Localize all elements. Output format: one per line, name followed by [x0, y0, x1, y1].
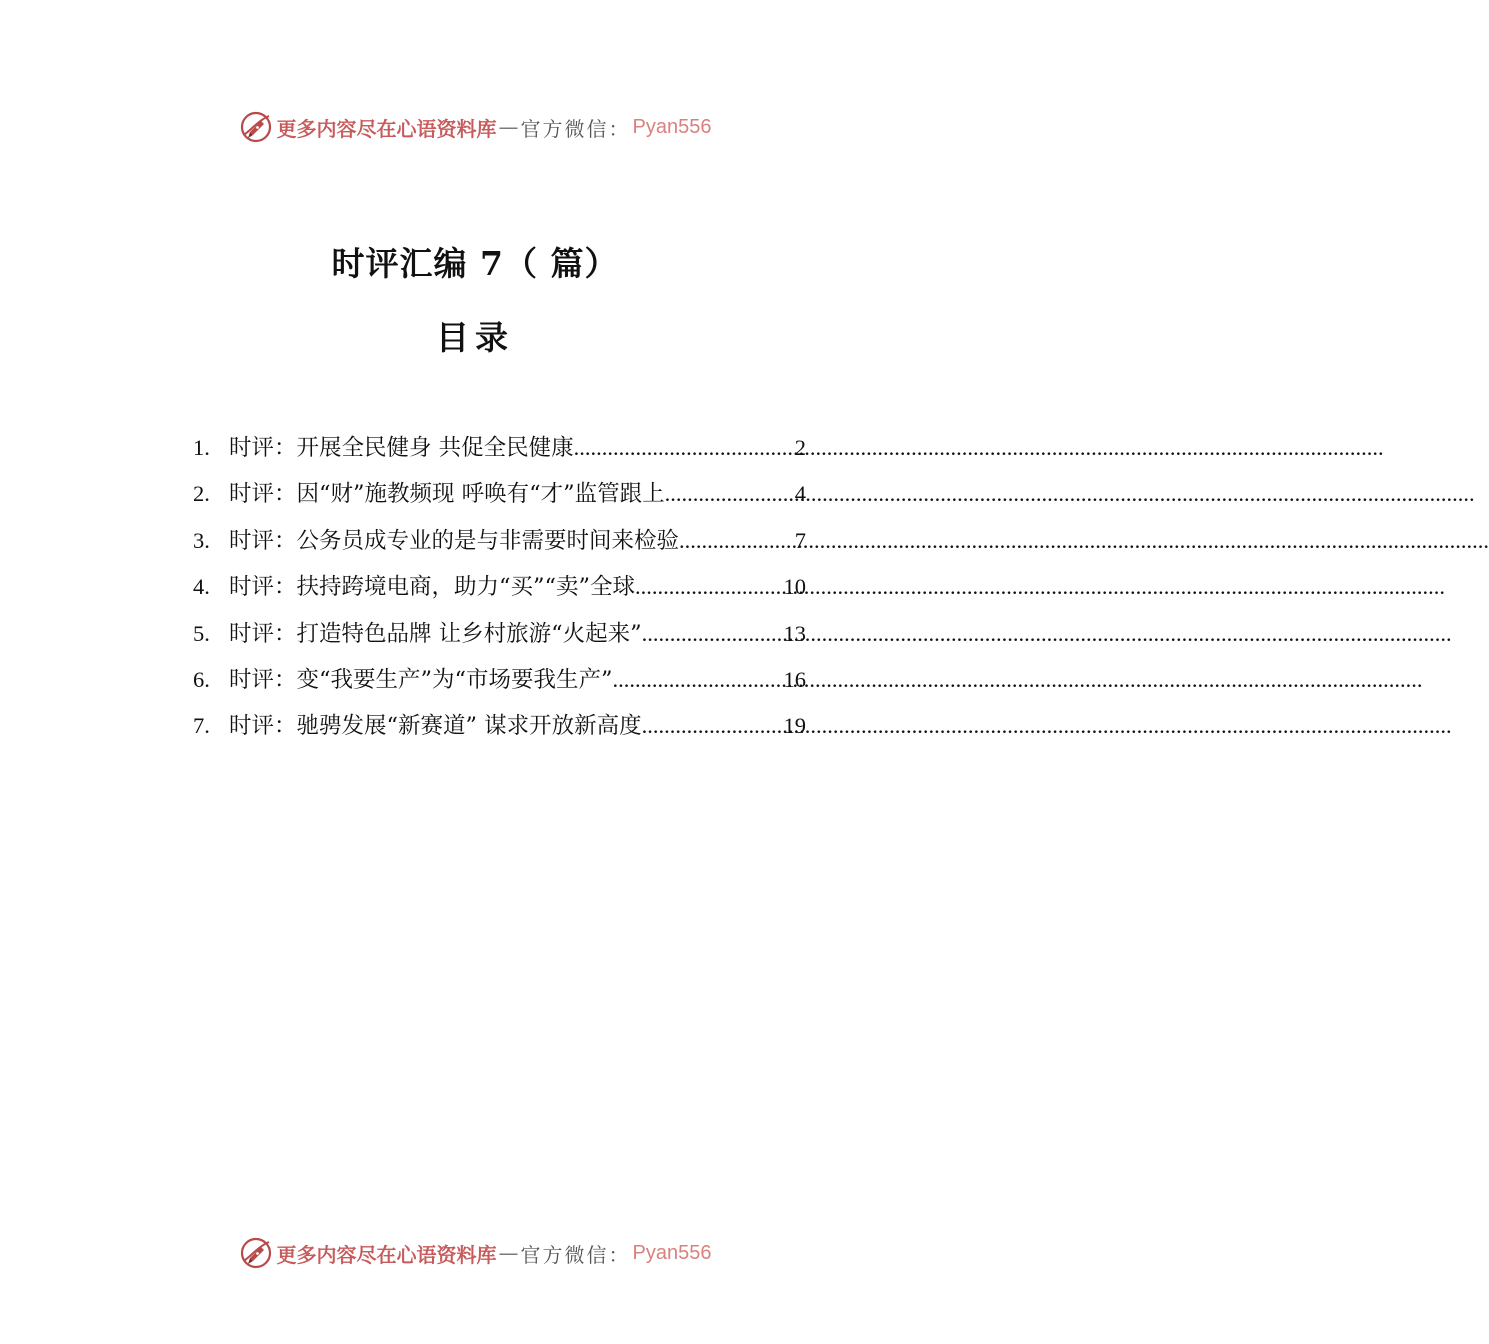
banner-wechat-label: 官方微信：	[520, 1242, 631, 1267]
pen-nib-circle-icon	[239, 110, 273, 144]
toc-entry-title: 时评：开展全民健身 共促全民健康	[229, 435, 574, 461]
toc-entry-number: 4.	[193, 574, 210, 600]
toc-entry-page: 10	[783, 574, 806, 600]
toc-entry-number: 1.	[193, 435, 210, 460]
toc-dot-leader	[574, 435, 795, 461]
banner-separator: —	[498, 115, 519, 139]
toc-dot-leader	[665, 481, 795, 507]
toc-entry-page: 2	[794, 435, 806, 460]
toc-entry-page: 16	[783, 666, 806, 692]
document-title: 时评汇编 7（ 篇）	[331, 244, 619, 283]
toc-entry-title: 时评：扶持跨境电商，助力“买”“卖”全球	[229, 574, 636, 601]
toc-entry-3[interactable]	[193, 523, 806, 569]
toc-entry-number: 3.	[193, 527, 210, 553]
toc-entry-number: 5.	[193, 620, 210, 646]
toc-entry-4[interactable]	[193, 569, 806, 615]
toc-entry-page: 4	[794, 481, 806, 507]
banner-text: 更多内容尽在心语资料库	[276, 1242, 497, 1267]
pen-nib-circle-icon	[239, 1236, 273, 1270]
toc-entry-number: 6.	[193, 666, 210, 692]
toc-dot-leader	[613, 667, 784, 693]
toc-entry-2[interactable]	[193, 476, 806, 522]
toc-entry-6[interactable]	[193, 662, 806, 708]
banner-wechat-id: Pyan556	[632, 115, 712, 138]
toc-entry-number: 2.	[193, 481, 210, 507]
toc-heading: 目录	[436, 318, 514, 357]
toc-entry-number: 7.	[193, 713, 210, 739]
toc-entry-5[interactable]	[193, 616, 806, 662]
toc-entry-title: 时评：因“财”施教频现 呼唤有“才”监管跟上	[229, 481, 665, 508]
toc-entry-title: 时评：变“我要生产”为“市场要我生产”	[229, 666, 613, 693]
toc-entry-title: 时评：驰骋发展“新赛道” 谋求开放新高度	[229, 713, 642, 740]
toc-dot-leader	[642, 621, 784, 647]
toc-entry-page: 19	[783, 713, 806, 739]
toc-entry-1[interactable]	[193, 430, 806, 476]
banner-text: 更多内容尽在心语资料库	[276, 116, 497, 141]
table-of-contents	[193, 430, 806, 755]
banner-wechat-label: 官方微信：	[520, 116, 631, 141]
toc-entry-title: 时评：公务员成专业的是与非需要时间来检验	[229, 527, 680, 554]
toc-dot-leader	[635, 574, 783, 600]
toc-entry-title: 时评：打造特色品牌 让乡村旅游“火起来”	[229, 620, 642, 647]
banner-wechat-id: Pyan556	[632, 1241, 712, 1264]
toc-dot-leader	[642, 713, 784, 739]
banner-separator: —	[498, 1241, 519, 1265]
toc-entry-page: 7	[794, 527, 806, 553]
header-watermark-banner	[0, 106, 950, 148]
toc-entry-page: 13	[783, 620, 806, 646]
footer-watermark-banner	[0, 1232, 950, 1274]
toc-dot-leader	[679, 528, 795, 554]
toc-entry-7[interactable]	[193, 708, 806, 754]
